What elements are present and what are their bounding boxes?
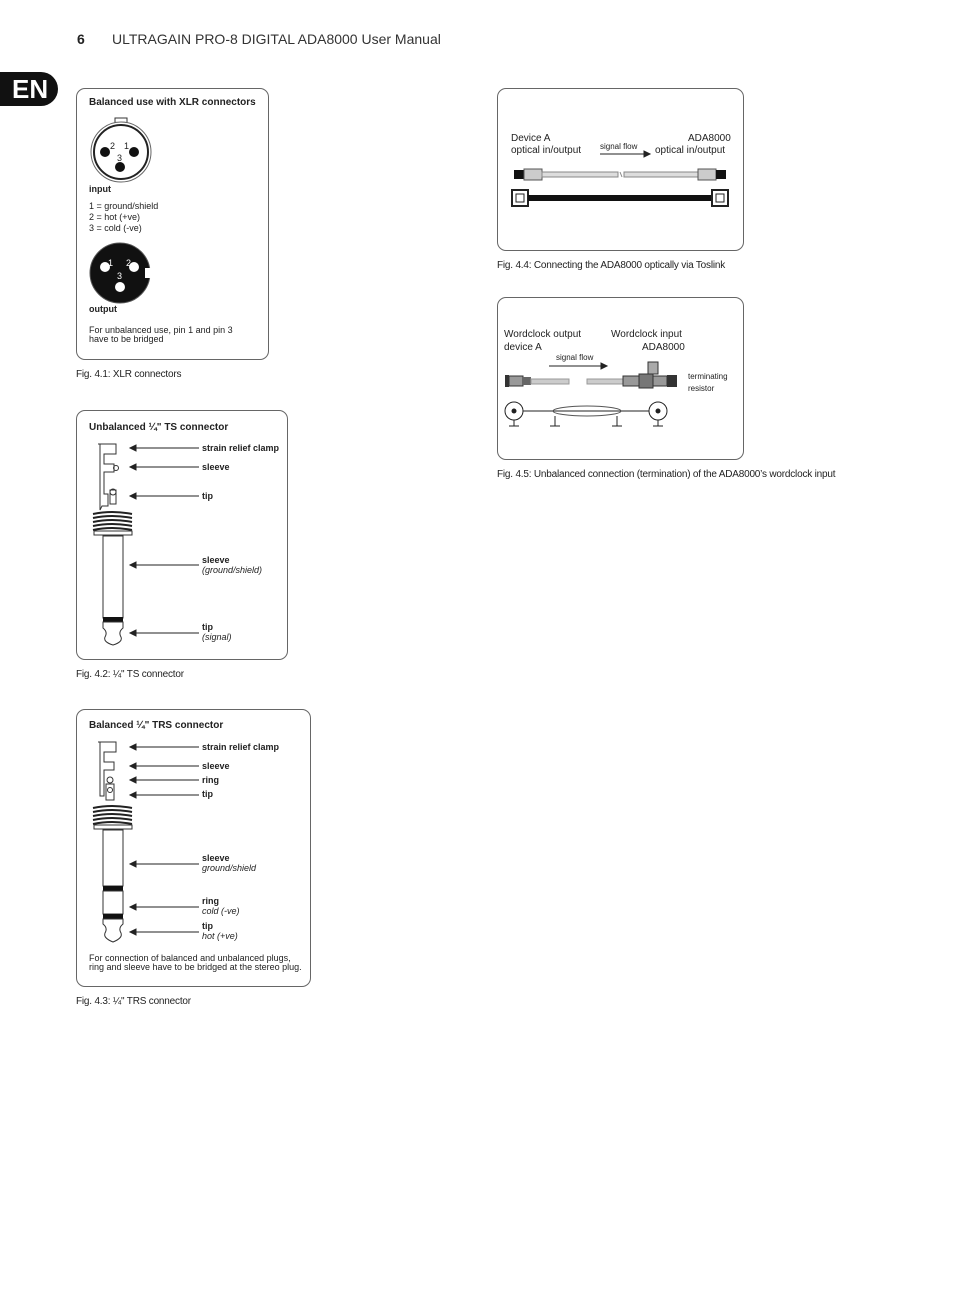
fig44-left-line2: optical in/output [511, 145, 582, 156]
wordclock-cable-icon [503, 360, 685, 432]
xlr-input-pin-3: 3 [117, 153, 123, 163]
fig42-title: Unbalanced ¼" TS connector [89, 422, 229, 433]
fig44-signal-flow: signal flow [600, 142, 638, 151]
xlr-input-pin-2: 2 [110, 141, 116, 151]
fig45-right-line2: ADA8000 [642, 342, 685, 353]
fig44-left-line1: Device A [511, 133, 551, 144]
trs-strain-label: strain relief clamp [202, 742, 280, 752]
page-number: 6 [77, 31, 85, 47]
fig45-signal-flow: signal flow [556, 353, 594, 362]
fig45-term-line1: terminating [688, 372, 728, 381]
ts-plug-icon [88, 440, 208, 650]
trs-tip-top-label: tip [202, 789, 213, 799]
xlr-output-pin-1: 1 [108, 258, 114, 268]
ts-sleeve-sub: (ground/shield) [202, 565, 263, 575]
xlr-output-label: output [89, 304, 117, 314]
trs-sleeve-top-label: sleeve [202, 761, 230, 771]
fig45-left-line1: Wordclock output [504, 329, 582, 340]
pin3-desc: 3 = cold (-ve) [89, 223, 142, 233]
fig45-left-line2: device A [504, 342, 542, 353]
fig41-note-line1: For unbalanced use, pin 1 and pin 3 [89, 325, 233, 335]
trs-ring-top-label: ring [202, 775, 219, 785]
trs-tip-label: tip hot (+ve) [202, 921, 238, 941]
ts-tip-top-label: tip [202, 491, 213, 501]
language-tab: EN [0, 72, 58, 106]
xlr-input-pin-1: 1 [124, 141, 130, 151]
ts-strain-label: strain relief clamp [202, 443, 280, 453]
xlr-input-label: input [89, 184, 111, 194]
fig41-note-line2: have to be bridged [89, 334, 164, 344]
trs-sleeve-label: sleeve ground/shield [202, 853, 257, 873]
fig44-right-line1: ADA8000 [688, 133, 731, 144]
fig44-caption: Fig. 4.4: Connecting the ADA8000 optically via Toslink [497, 260, 726, 271]
trs-ring-sub: cold (-ve) [202, 906, 240, 916]
trs-ring-label: ring cold (-ve) [202, 896, 240, 916]
fig42-caption: Fig. 4.2: ¼" TS connector [76, 669, 184, 680]
ts-tip-sub: (signal) [202, 632, 232, 642]
toslink-cable-icon [510, 150, 732, 210]
fig45-caption: Fig. 4.5: Unbalanced connection (termination) of the ADA8000’s wordclock input [497, 469, 836, 480]
xlr-input-icon [89, 118, 153, 184]
trs-plug-icon [88, 738, 208, 948]
pin2-desc: 2 = hot (+ve) [89, 212, 141, 222]
fig43-note-line1: For connection of balanced and unbalanced plugs, [89, 953, 291, 963]
ts-sleeve-top-label: sleeve [202, 462, 230, 472]
fig45-term-line2: resistor [688, 384, 715, 393]
fig43-caption: Fig. 4.3: ¼" TRS connector [76, 996, 191, 1007]
ts-sleeve-label: sleeve (ground/shield) [202, 555, 263, 575]
pin1-desc: 1 = ground/shield [89, 201, 159, 211]
fig43-note-line2: ring and sleeve have to be bridged at the stereo plug. [89, 962, 302, 972]
xlr-output-pin-2: 2 [126, 258, 132, 268]
trs-tip-sub: hot (+ve) [202, 931, 238, 941]
manual-title: ULTRAGAIN PRO-8 DIGITAL ADA8000 User Manual [112, 31, 441, 47]
fig41-caption: Fig. 4.1: XLR connectors [76, 369, 182, 380]
xlr-output-pin-3: 3 [117, 271, 123, 281]
fig41-title: Balanced use with XLR connectors [89, 97, 256, 108]
fig45-right-line1: Wordclock input [611, 329, 682, 340]
fig43-title: Balanced ¼" TRS connector [89, 720, 224, 731]
fig44-right-line2: optical in/output [655, 145, 726, 156]
trs-sleeve-sub: ground/shield [202, 863, 257, 873]
ts-tip-label: tip (signal) [202, 622, 232, 642]
